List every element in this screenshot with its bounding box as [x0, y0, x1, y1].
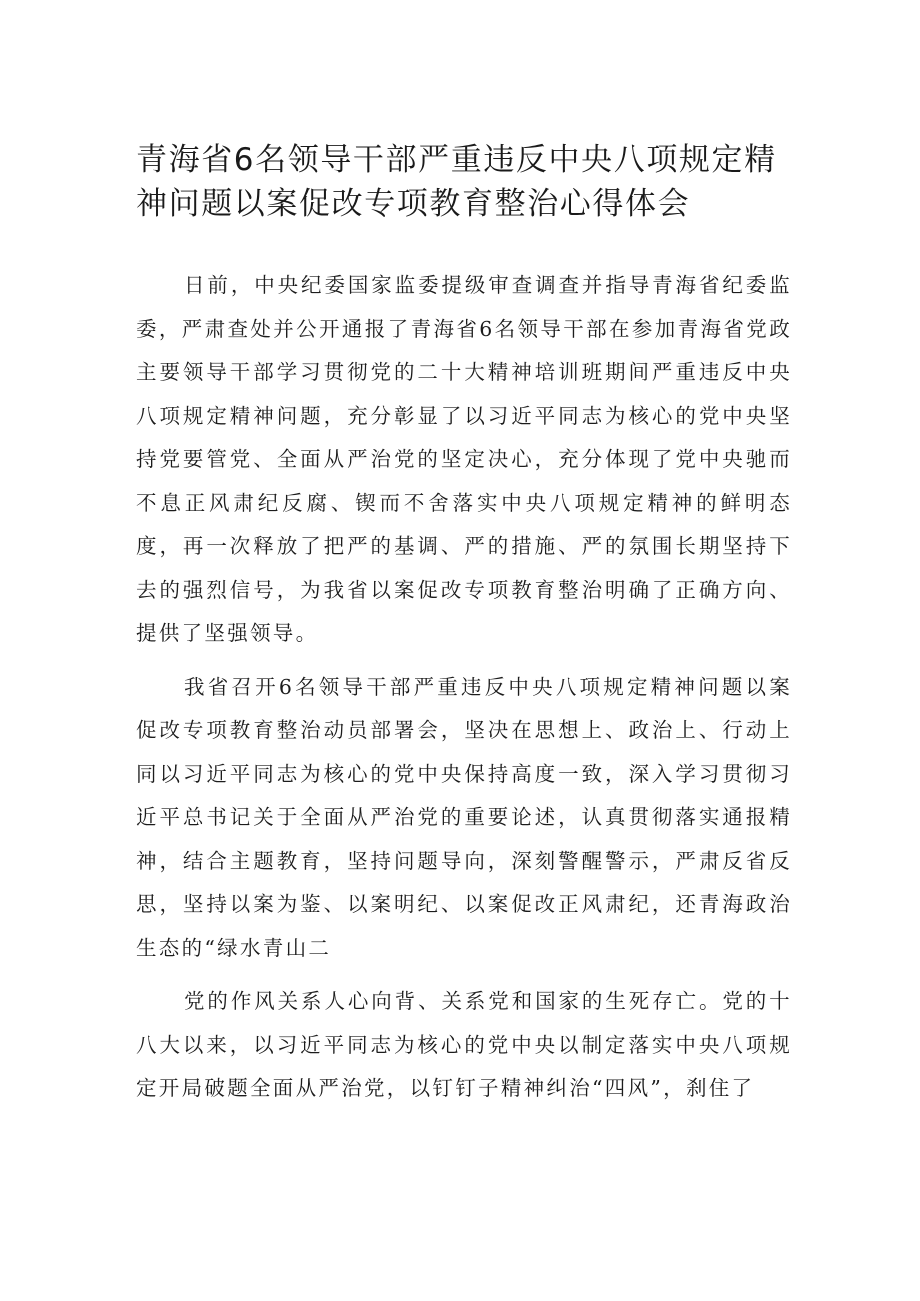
paragraph-3: 党的作风关系人心向背、关系党和国家的生死存亡。党的十八大以来，以习近平同志为核心的党中央以制定落实中央八项规定开局破题全面从严治党，以钉钉子精神纠治“四风”，刹住了 [136, 989, 792, 1100]
paragraph-2: 我省召开6名领导干部严重违反中央八项规定精神问题以案促改专项教育整治动员部署会，坚决在思想上、政治上、行动上同以习近平同志为核心的党中央保持高度一致，深入学习贯彻习近平总书记关于全面从严治党的重要论述，认真贯彻落实通报精神，结合主题教育，坚持问题导向，深刻警醒警示，严肃反省反思，坚持以案为鉴、以案明纪、以案促改正风肃纪，还青海政治生态的“绿水青山二 [136, 674, 792, 960]
page-title: 青海省6名领导干部严重违反中央八项规定精神问题以案促改专项教育整治心得体会 [136, 142, 777, 222]
paragraph-1: 日前，中央纪委国家监委提级审查调查并指导青海省纪委监委，严肃查处并公开通报了青海省6名领导干部在参加青海省党政主要领导干部学习贯彻党的二十大精神培训班期间严重违反中央八项规定精神问题，充分彰显了以习近平同志为核心的党中央坚持党要管党、全面从严治党的坚定决心，充分体现了党中央驰而不息正风肃纪反腐、锲而不舍落实中央八项规定精神的鲜明态度，再一次释放了把严的基调、严的措施、严的氛围长期坚持下去的强烈信号，为我省以案促改专项教育整治明确了正确方向、提供了坚强领导。 [136, 273, 792, 645]
document-body [136, 264, 792, 1111]
